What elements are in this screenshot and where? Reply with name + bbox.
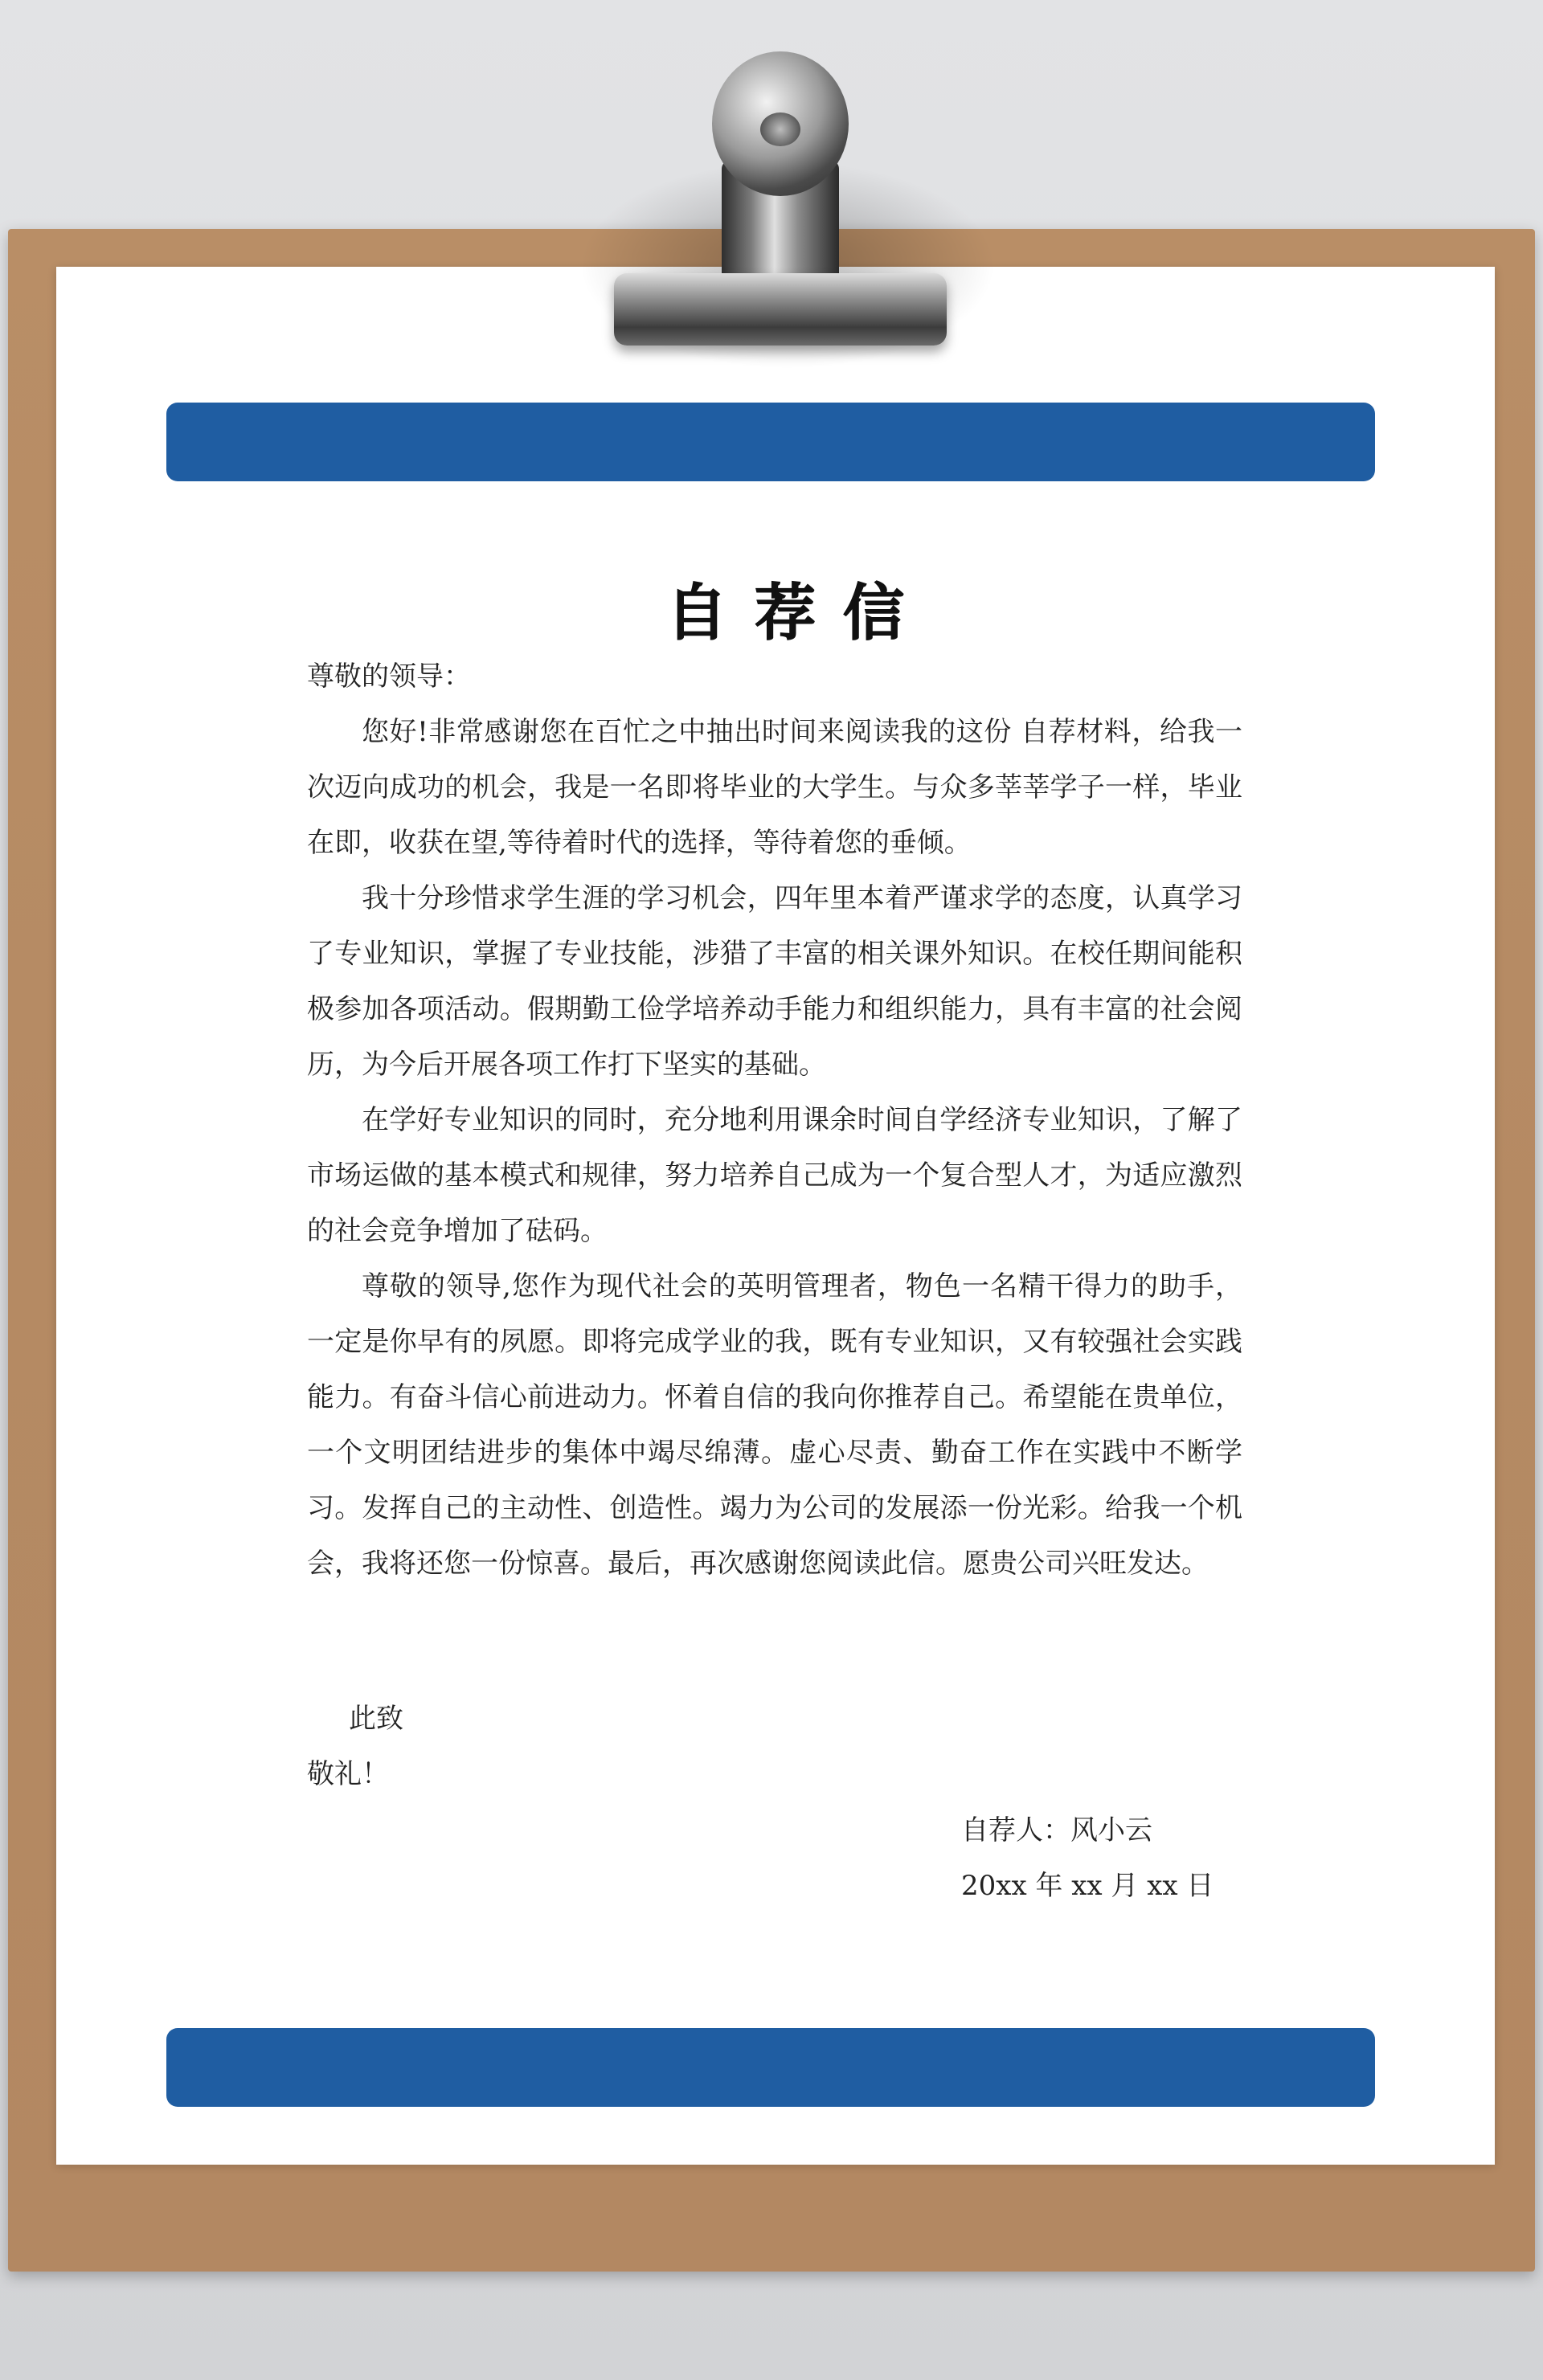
paragraph-1: 您好!非常感谢您在百忙之中抽出时间来阅读我的这份 自荐材料，给我一次迈向成功的机会，我是一名即将毕业的大学生。与众多莘莘学子一样，毕业在即，收获在望,等待着时代的选择，等待着您的垂倾。 (307, 716, 1242, 859)
binder-clip-base (614, 273, 947, 346)
header-band (166, 403, 1375, 481)
closing-cizhi: 此致 (349, 1703, 403, 1735)
paragraph-3: 在学好专业知识的同时，充分地利用课余时间自学经济专业知识，了解了市场运做的基本模式和规律，努力培养自己成为一个复合型人才，为适应激烈的社会竞争增加了砝码。 (307, 1104, 1242, 1247)
footer-band (166, 2028, 1375, 2107)
letter-date: 20xx 年 xx 月 xx 日 (961, 1870, 1214, 1902)
paragraph-4: 尊敬的领导,您作为现代社会的英明管理者，物色一名精干得力的助手，一定是你早有的夙愿。即将完成学业的我，既有专业知识，又有较强社会实践能力。有奋斗信心前进动力。怀着自信的我向你推荐自己。希望能在贵单位，一个文明团结进步的集体中竭尽绵薄。虚心尽责、勤奋工作在实践中不断学习。发挥自己的主动性、创造性。竭力为公司的发展添一份光彩。给我一个机会，我将还您一份惊喜。最后，再次感谢您阅读此信。愿贵公司兴旺发达。 (307, 1270, 1242, 1580)
salutation: 尊敬的领导： (307, 660, 471, 693)
signature-block (961, 1803, 1214, 1914)
paragraph-2: 我十分珍惜求学生涯的学习机会，四年里本着严谨求学的态度，认真学习了专业知识，掌握了专业技能，涉猎了丰富的相关课外知识。在校任期间能积极参加各项活动。假期勤工俭学培养动手能力和组织能力，具有丰富的社会阅历，为今后开展各项工作打下坚实的基础。 (307, 882, 1242, 1081)
closing-jingli: 敬礼！ (307, 1758, 389, 1790)
signer-name: 自荐人：风小云 (961, 1814, 1152, 1846)
letter-body (307, 649, 1242, 1592)
closing (307, 1691, 403, 1802)
binder-clip-hole (760, 112, 800, 146)
letter-title: 自荐信 (666, 577, 931, 648)
